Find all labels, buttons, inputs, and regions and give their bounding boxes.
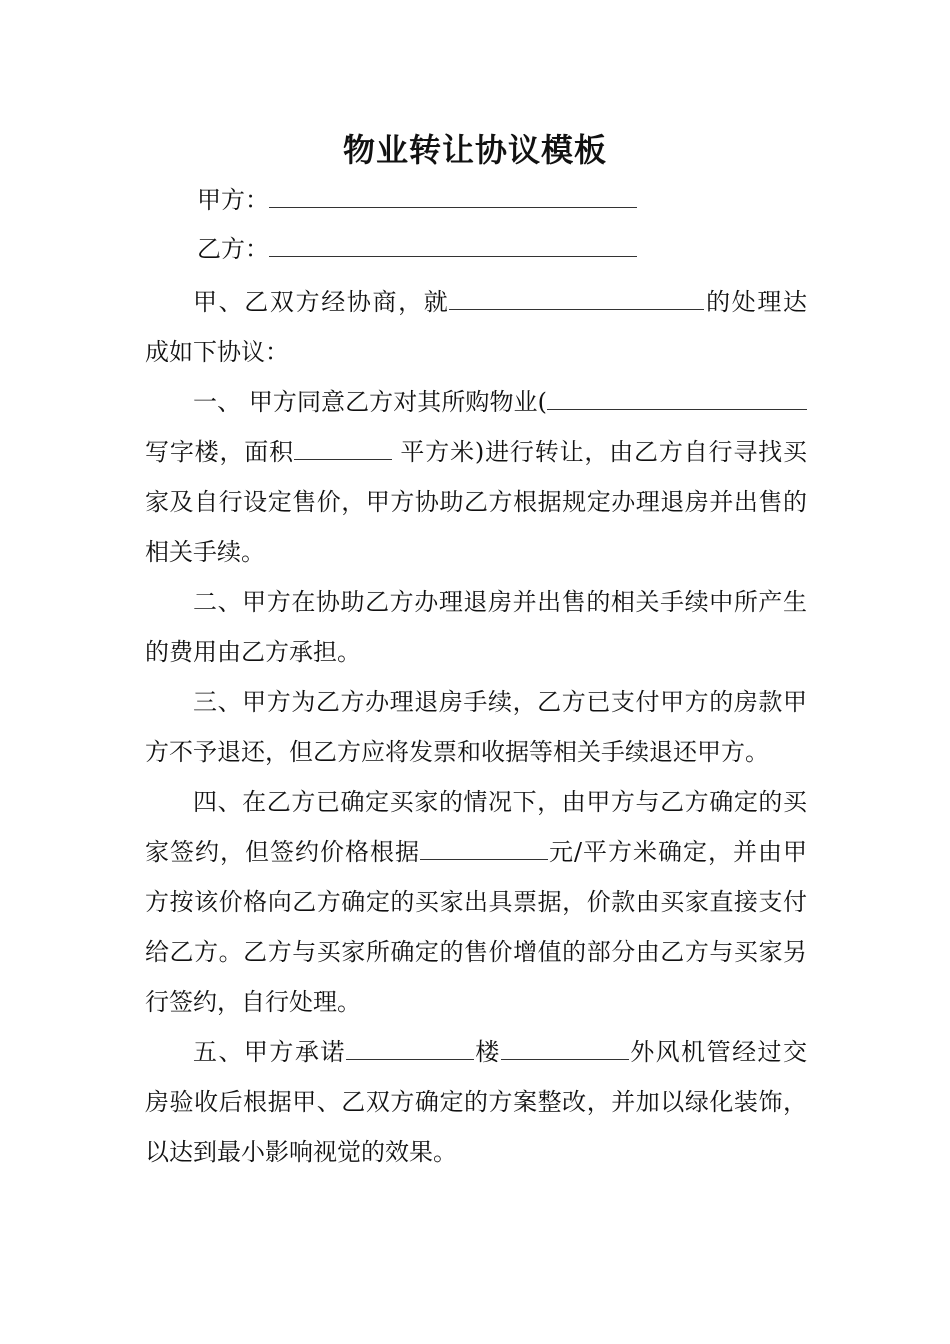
party-a-line bbox=[197, 180, 637, 220]
clause-1-text-c: 平方米)进行转让，由乙方自行寻找买家及自行设定售价，甲方协助乙方根据规定办理退房并出售的相关手续。 bbox=[145, 438, 808, 566]
clause-5-text-c: 外风机管经过交房验收后根据甲、乙双方确定的方案整改，并加以绿化装饰，以达到最小影响视觉的效果。 bbox=[145, 1038, 808, 1166]
matter-blank bbox=[449, 285, 704, 310]
intro-paragraph bbox=[145, 277, 807, 377]
clause-1-text-a: 一、 甲方同意乙方对其所购物业( bbox=[193, 388, 547, 416]
price-blank bbox=[420, 835, 548, 860]
party-b-line bbox=[197, 229, 637, 269]
clause-5-text-b: 楼 bbox=[473, 1038, 501, 1066]
clause-3: 三、甲方为乙方办理退房手续，乙方已支付甲方的房款甲方不予退还，但乙方应将发票和收据等相关手续退还甲方。 bbox=[145, 688, 807, 766]
clause-2: 二、甲方在协助乙方办理退房并出售的相关手续中所产生的费用由乙方承担。 bbox=[145, 588, 807, 666]
clause-1-text-b: 写字楼，面积 bbox=[145, 438, 294, 466]
party-a-blank bbox=[269, 181, 637, 208]
document-title: 物业转让协议模板 bbox=[342, 131, 607, 169]
intro-text-end: 的处理达成如下协议： bbox=[145, 288, 808, 366]
party-b-label: 乙方： bbox=[197, 235, 269, 263]
clause-4 bbox=[145, 777, 807, 1027]
area-blank bbox=[294, 435, 392, 460]
party-a-label: 甲方： bbox=[197, 186, 269, 214]
party-b-blank bbox=[269, 230, 637, 257]
property-blank bbox=[547, 385, 769, 410]
clause-5-text-a: 五、甲方承诺 bbox=[193, 1038, 346, 1066]
intro-text-start: 甲、乙双方经协商，就 bbox=[193, 288, 450, 316]
clause-4-text-a: 四、在乙方已确定买家的情况下，由甲方与乙方确定的买家签约，但签约价格根据 bbox=[145, 788, 807, 866]
clause-1 bbox=[145, 377, 807, 577]
building-blank bbox=[346, 1035, 474, 1060]
agreement-body bbox=[145, 277, 807, 1177]
location-blank bbox=[501, 1035, 629, 1060]
clause-4-text-b: 元/平方米确定，并由甲方按该价格向乙方确定的买家出具票据，价款由买家直接支付给乙方。乙方与买家所确定的售价增值的部分由乙方与买家另行签约，自行处理。 bbox=[145, 838, 807, 1016]
property-blank-cont bbox=[769, 385, 807, 410]
clause-5 bbox=[145, 1027, 807, 1177]
